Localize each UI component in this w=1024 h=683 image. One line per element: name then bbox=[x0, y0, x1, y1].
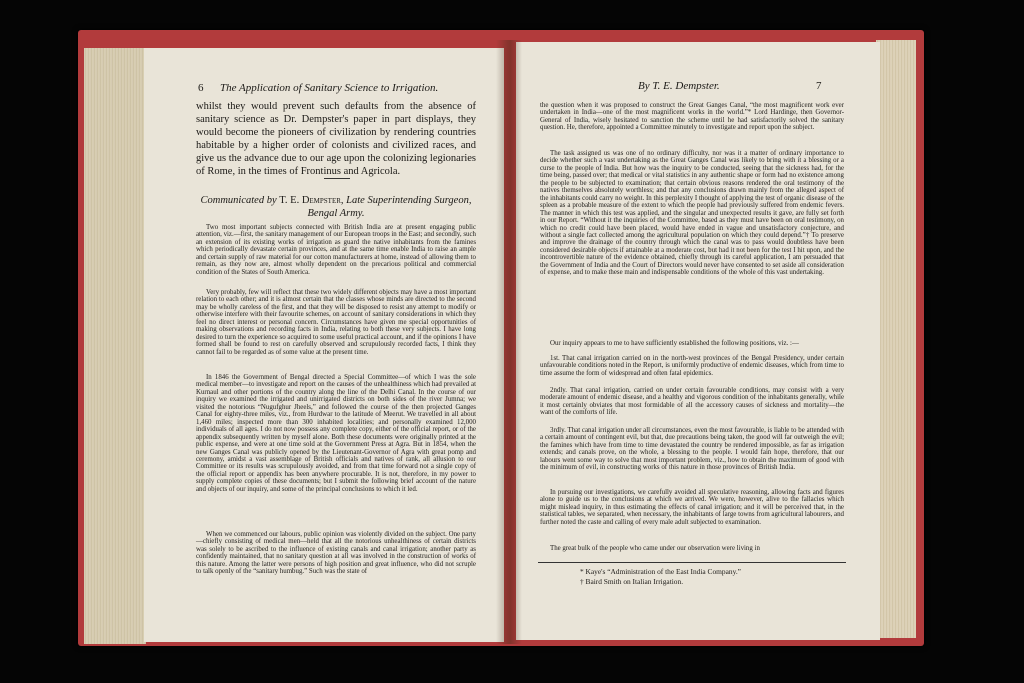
paragraph-1: the question when it was proposed to construct the Great Ganges Canal, “the most magnificent work ever undertaken in India—one of the most magnificent works in the world.”* Lord Hardinge, then Governor-General of India, wisely hesitated to sanction the scheme until he had satisfactorily solved the sanitary question. He, therefore, appointed a Committee minutely to investigate and report upon the subject. bbox=[540, 102, 844, 132]
author-name: T. E. Dempster, bbox=[279, 195, 344, 206]
left-page-edges bbox=[84, 48, 146, 644]
paragraph-8: The great bulk of the people who came under our observation were living in bbox=[550, 545, 760, 552]
right-page-edges bbox=[876, 40, 916, 638]
footnote-rule bbox=[538, 562, 846, 563]
section-divider bbox=[324, 178, 350, 179]
paragraph-7: In pursuing our investigations, we carefully avoided all speculative reasoning, allowing facts and figures alone to guide us to the conclusions at which we arrived. We were, however, alive to the fallacies which might mislead inquiry, in thus estimating the effects of canal irrigation; and it will be perceived that, in the statistical tables, we separated, when necessary, the inhabitants of large towns from agricultural labourers, and further noted the caste and calling of every male adult subjected to examination. bbox=[540, 489, 844, 526]
right-page bbox=[516, 42, 880, 640]
section-heading bbox=[196, 194, 476, 220]
paragraph-3: In 1846 the Government of Bengal directed a Special Committee—of which I was the sole medical member—to investigate and report on the causes of the unhealthiness which had prevailed at Kurnaul and other portions of the country along the line of the Delhi Canal. In the course of our inquiry we examined the irrigated and unirrigated districts on both sides of the river Jumna; we visited the notorious “Nugufghur Jheels,” and followed the course of the then projected Ganges Canal for eighty-three miles, viz., from Hurdwar to the latitude of Meerut. We travelled in all about 1,460 miles; inspected more than 300 inhabited localities; and personally examined 12,000 individuals of all ages. I do not now possess any complete copy, either of the official report, or of the appendix subsequently written by myself alone. Both these documents were originally printed at the public expense, and were at one time sold at the Government Press at Agra. But in 1854, when the new Ganges Canal was publicly opened by the Lieutenant-Governor of Agra with great pomp and ceremony, amidst a vast assemblage of British officials and natives of rank, all allusion to our Committee or its results was scrupulously avoided, and from that time forward not a single copy of the official report or appendix has been anywhere procurable. It is not, therefore, in my power to supply complete copies of these documents; but I submit the following brief account of the nature and objects of our inquiry, and some of the principal conclusions to which it led. bbox=[196, 374, 476, 493]
opening-paragraph: whilst they would prevent such defaults from the absence of sanitary science as Dr. Dempster's paper in part displays, they would become the pioneers of civilization by rendering countries habitable by a higher order of colonists and civilized races, and give us the advance due to our age upon the colonizing legionaries of Rome, in the times of Frontinus and Agricola. bbox=[196, 101, 476, 177]
paragraph-2: Very probably, few will reflect that these two widely different objects may have a most important relation to each other; and it is almost certain that the classes whose minds are directed to the second may be wholly careless of the first, and that they will be disposed to resist any attempt to modify or otherwise interfere with their favourite schemes, on account of sanitary considerations in which they feel no direct interest or personal concern. Circumstances have given me special opportunities of making observations and recording facts in India, relating to both these very subjects. I have long desired to turn the experience so acquired to some useful practical account, and if the opinions I have formed shall be found to rest on carefully observed and scrupulously recorded facts, I think they cannot fail to be regarded as of some value at the present time. bbox=[196, 289, 476, 356]
paragraph-6: 3rdly. That canal irrigation under all circumstances, even the most favourable, is liable to be attended with a certain amount of contingent evil, but that, due precautions being taken, the good will far outweigh the evil; the famines which have from time to time devastated the country be rendered impossible, as far as irrigation extends; and canals prove, on the whole, a blessing to the people. I would fain hope, therefore, that our labours went some way to solve that most important problem, viz., how to obtain the maximum of good with the minimum of evil, in constructing works of this nature in those provinces of British India. bbox=[540, 427, 844, 472]
paragraph-5: 2ndly. That canal irrigation, carried on under certain favourable conditions, may consist with a very moderate amount of endemic disease, and a healthy and vigorous condition of the inhabitants generally, while it most certainly obviates that most formidable of all the accessory causes of sickness and mortality—the want of the comforts of life. bbox=[540, 387, 844, 417]
page-number: 6 bbox=[198, 82, 204, 94]
book-gutter bbox=[496, 40, 522, 644]
communicated-prefix: Communicated by bbox=[200, 195, 277, 206]
page-number: 7 bbox=[816, 80, 822, 92]
paragraph-2: The task assigned us was one of no ordinary difficulty, nor was it a matter of ordinary importance to decide whether such a vast undertaking as the Great Ganges Canal was likely to bring with it a blessing or a curse to the people of India. But how was the inquiry to be conducted, seeing that the sickness had, for the time being, passed over; that medical or vital statistics in any authentic shape or form had no existence among the people to be subjected to examination; that certain obvious reasons rendered the oral testimony of the natives themselves absolutely worthless; and that any conclusions drawn mainly from the alleged aspect of the inhabitants could carry no weight. In this perplexity I thought of applying the test of organic disease of the spleen as a probable measure of the extent to which the people had previously suffered from endemic fevers. The manner in which this test was applied, and the singular and unexpected results it gave, are fully set forth in our Report. “Without it the inquiries of the Committee, based as they must have been on oral testimony, on which no credit could have been placed, would have ended in vague and unsatisfactory conjecture, and without a single fact collected among the agricultural population on which they could depend.”† To preserve and improve the drainage of the country through which the canal was to pass would doubtless have been considered desirable objects if attainable at a moderate cost, but had it not been for the test I hit upon, and the incontrovertible nature of the evidence obtained, chiefly through its careful application, I am persuaded that the Government of India and the Court of Directors would never have consented to set aside all consideration of expense, and to make these main and indispensable conditions of the whole of this vast undertaking. bbox=[540, 150, 844, 277]
footnote-1: * Kaye's “Administration of the East India Company.” bbox=[580, 567, 741, 576]
author-title: Late Superintending Surgeon, Bengal Army. bbox=[307, 195, 472, 219]
paragraph-1: Two most important subjects connected with British India are at present engaging public attention, viz.—first, the sanitary management of our European troops in the East; and secondly, such an extension of its existing works of irrigation as guard the native inhabitants from the famines which periodically devastate certain provinces, and at the same time enable India to raise an ample and certain supply of raw material for our cotton manufacturers at home, instead of allowing them to remain, as they now are, almost wholly dependent on the precarious political and commercial condition of the States of South America. bbox=[196, 224, 476, 276]
running-head: By T. E. Dempster. bbox=[638, 80, 720, 92]
paragraph-4: When we commenced our labours, public opinion was violently divided on the subject. One party—chiefly consisting of medical men—held that all the notorious unhealthiness of certain districts was solely to be ascribed to the influence of existing canals and canal irrigation; another party as confidently maintained, that no sanitary question at all was involved in the construction of works of this nature. Among the latter were persons of high position and great influence, who did not scruple to talk openly of the “sanitary humbug.” Such was the state of bbox=[196, 531, 476, 576]
paragraph-4: 1st. That canal irrigation carried on in the north-west provinces of the Bengal Presidency, under certain unfavourable conditions noted in the Report, is uniformly productive of endemic diseases, which from time to time assume the form of widespread and often fatal epidemics. bbox=[540, 355, 844, 377]
left-page bbox=[144, 48, 504, 642]
running-head: The Application of Sanitary Science to Irrigation. bbox=[220, 82, 439, 94]
paragraph-3: Our inquiry appears to me to have sufficiently established the following positions, viz. :— bbox=[550, 340, 799, 347]
footnote-2: † Baird Smith on Italian Irrigation. bbox=[580, 577, 684, 586]
